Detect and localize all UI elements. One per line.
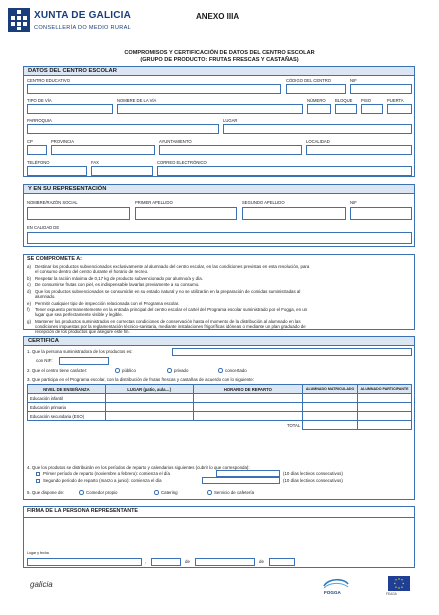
privado-label: privado: [174, 368, 189, 373]
supplier-nif-field[interactable]: [59, 357, 109, 365]
q2-text: 2. Que el centro tiene carácter:: [27, 368, 88, 373]
matriculado-cell[interactable]: [303, 412, 358, 421]
segundo-apellido-field[interactable]: [242, 207, 346, 220]
lugar-field[interactable]: [223, 124, 412, 134]
catering-label: Catering: [161, 490, 178, 495]
matriculado-cell[interactable]: [303, 403, 358, 412]
cafeteria-radio[interactable]: [207, 490, 212, 495]
commitment-line: Que los productos subvencionados se consumirán en su estado natural y no se utilizarán en la preparación de comidas suministradas al: [35, 288, 301, 294]
piso-field[interactable]: [361, 104, 383, 114]
calidad-field[interactable]: [27, 232, 412, 244]
commitment-item: [27, 319, 411, 335]
label-ayuntamiento: AYUNTAMIENTO: [159, 139, 192, 144]
label-cp: CP: [27, 139, 33, 144]
signature-heading: FIRMA DE LA PERSONA REPRESENTANTE: [27, 508, 139, 514]
label-primer-apellido: PRIMER APELLIDO: [135, 200, 173, 205]
commitment-text: [35, 319, 411, 335]
school-data-section: [23, 66, 415, 177]
label-parroquia: PARROQUIA: [27, 118, 52, 123]
lugar-cell[interactable]: [105, 394, 193, 403]
commitment-line: Permitir cualquier tipo de inspección relacionada con el Programa escolar.: [35, 300, 180, 306]
lugar-cell[interactable]: [105, 412, 193, 421]
col-horario: HORARIO DE REPARTO: [193, 385, 303, 394]
commitment-line: Respetar la ración máxima de 0,17 kg de producto subvencionado por alumno/a y día.: [35, 275, 203, 281]
first-period-date-field[interactable]: [216, 470, 280, 477]
concertado-radio[interactable]: [218, 368, 223, 373]
concertado-label: concertado: [225, 368, 247, 373]
publico-radio[interactable]: [115, 368, 120, 373]
telefono-field[interactable]: [27, 166, 87, 176]
first-period-text: Primer período de reparto (noviembre a febrero): comienza el día: [43, 471, 170, 476]
year-field[interactable]: [269, 558, 295, 566]
commitments-section: [23, 254, 415, 335]
xunta-logo: [8, 8, 138, 40]
centro-educativo-field[interactable]: [27, 84, 281, 94]
horario-cell[interactable]: [193, 403, 303, 412]
publico-label: público: [122, 368, 136, 373]
table-total-row: [28, 421, 412, 430]
eu-caption: FEAGA: [386, 592, 397, 596]
representation-section: [23, 184, 415, 247]
signature-divider: [24, 517, 414, 518]
form-title: COMPROMISOS Y CERTIFICACIÓN DE DATOS DEL CENTRO ESCOLAR: [124, 50, 315, 56]
commitment-line: alumnado.: [35, 294, 56, 300]
comma-sep: ,: [145, 559, 147, 564]
commitment-line: Destinar los productos subvencionados exclusivamente al alumnado del centro escolar, en las condiciones previstas en esta resolución, para: [35, 264, 310, 270]
privado-radio[interactable]: [167, 368, 172, 373]
q1-text: 1. Que la persona suministradora de los productos es:: [27, 349, 133, 354]
form-subtitle: (GRUPO DE PRODUCTO: FRUTAS FRESCAS Y CASTAÑAS): [140, 57, 299, 63]
de-sep-1: de: [185, 559, 190, 564]
distribution-table: [27, 384, 412, 430]
col-participante: ALUMNADO PARTICIPANTE: [358, 385, 412, 394]
school-data-heading: DATOS DEL CENTRO ESCOLAR: [24, 67, 414, 76]
q1-nif-text: con NIF:: [36, 358, 53, 363]
commitment-line: De consumirse frutas con piel, es indispensable lavarlas previamente a su consumo.: [35, 282, 200, 288]
table-row: [28, 403, 412, 412]
numero-field[interactable]: [307, 104, 331, 114]
commitment-text: [35, 301, 411, 306]
primer-apellido-field[interactable]: [135, 207, 237, 220]
signature-section: [23, 506, 415, 568]
label-centro-educativo: CENTRO EDUCATIVO: [27, 78, 70, 83]
galicia-footer-logo: galicia: [30, 580, 53, 589]
cp-field[interactable]: [27, 145, 47, 155]
puerta-field[interactable]: [387, 104, 412, 114]
commitment-item: [27, 307, 411, 317]
localidad-field[interactable]: [306, 145, 412, 155]
parroquia-field[interactable]: [27, 124, 219, 134]
total-matriculado-cell[interactable]: [303, 421, 358, 430]
commitments-heading: SE COMPROMETE A:: [27, 256, 82, 262]
table-row: [28, 394, 412, 403]
commitment-letter: c): [27, 282, 31, 288]
first-period-checkbox[interactable]: [36, 472, 40, 476]
table-row: [28, 412, 412, 421]
day-field[interactable]: [151, 558, 181, 566]
label-tipo-via: TIPO DE VÍA: [27, 98, 52, 103]
label-correo: CORREO ELECTRÓNICO: [157, 160, 207, 165]
tipo-via-field[interactable]: [27, 104, 113, 114]
nif-centro-field[interactable]: [350, 84, 412, 94]
commitment-letter: a): [27, 264, 31, 270]
participante-cell[interactable]: [358, 394, 412, 403]
fax-field[interactable]: [91, 166, 153, 176]
supplier-name-field[interactable]: [172, 348, 412, 356]
commitment-text: [35, 276, 411, 281]
commitment-text: [35, 289, 411, 299]
q5-text: 5. Que dispone de:: [27, 490, 65, 495]
col-nivel: NIVEL DE ENSEÑANZA: [28, 385, 106, 394]
commitments-list: [27, 264, 411, 334]
label-numero: NÚMERO: [307, 98, 326, 103]
first-period-tail: (10 días lectivos consecutivos): [283, 471, 343, 476]
commitment-line: lugar que sea perfectamente visible y legible.: [35, 312, 123, 318]
lugar-cell[interactable]: [105, 403, 193, 412]
commitment-line: condiciones impuestas por la reglamentación técnico-sanitaria, mediante instalaciones frigoríficas idóneas o mediante un plan graduado de: [35, 324, 306, 330]
ayuntamiento-field[interactable]: [159, 145, 302, 155]
representation-heading: Y EN SU REPRESENTACIÓN: [24, 185, 414, 194]
label-lugar: LUGAR: [223, 118, 238, 123]
label-nif-centro: NIF: [350, 78, 357, 83]
matriculado-cell[interactable]: [303, 394, 358, 403]
second-period-tail: (10 días lectivos consecutivos): [283, 478, 343, 483]
total-label: TOTAL: [28, 421, 303, 430]
nombre-field[interactable]: [27, 207, 130, 220]
commitment-line: Mantener los productos suministrados en correctas condiciones de conservación hasta el momento de la distribución al alumnado en las: [35, 318, 301, 324]
label-puerta: PUERTA: [387, 98, 404, 103]
commitment-item: [27, 282, 411, 287]
de-sep-2: de: [259, 559, 264, 564]
label-nombre-via: NOMBRE DE LA VÍA: [117, 98, 157, 103]
commitment-letter: b): [27, 275, 31, 281]
horario-cell[interactable]: [193, 412, 303, 421]
col-lugar: LUGAR (patio, aula…): [105, 385, 193, 394]
commitment-item: [27, 289, 411, 299]
place-field[interactable]: [27, 558, 142, 566]
comedor-radio[interactable]: [79, 490, 84, 495]
nombre-via-field[interactable]: [117, 104, 303, 114]
commitment-letter: f): [27, 307, 30, 313]
commitment-letter: d): [27, 288, 31, 294]
commitment-line: recepción de los productos que asegure este fin.: [35, 329, 130, 335]
participante-cell[interactable]: [358, 412, 412, 421]
col-matriculado: ALUMNADO MATRICULADO: [303, 385, 358, 394]
correo-field[interactable]: [157, 166, 412, 176]
label-fax: FAX: [91, 160, 99, 165]
provincia-field[interactable]: [51, 145, 155, 155]
row-label: Educación primaria: [28, 403, 106, 412]
row-label: Educación infantil: [28, 394, 106, 403]
nif-rep-field[interactable]: [350, 207, 412, 220]
place-date-label: Lugar y fecha: [27, 551, 49, 555]
annex-label: ANEXO IIIA: [196, 12, 240, 21]
label-piso: PISO: [361, 98, 372, 103]
catering-radio[interactable]: [154, 490, 159, 495]
label-codigo-centro: CÓDIGO DEL CENTRO: [286, 78, 331, 83]
commitment-text: [35, 307, 411, 317]
label-nif-rep: NIF: [350, 200, 357, 205]
participante-cell[interactable]: [358, 403, 412, 412]
second-period-date-field[interactable]: [202, 477, 280, 484]
commitment-line: Tener expuesto permanentemente en la entrada principal del centro escolar el cartel del Programa escolar suministrado por el Fogga, en un: [35, 307, 308, 313]
certify-heading: CERTIFICA: [24, 337, 414, 346]
commitment-item: [27, 301, 411, 306]
row-label: Educación secundaria (ESO): [28, 412, 106, 421]
second-period-text: Segundo período de reparto (marzo a junio): comienza el día: [43, 478, 162, 483]
q4-text: 4. Que los produtos se distribuirán en los períodos de reparto y calendarios siguientes (cubrir lo que corresponda):: [27, 465, 250, 470]
xunta-emblem-icon: [8, 8, 30, 32]
label-segundo-apellido: SEGUNDO APELLIDO: [242, 200, 285, 205]
codigo-centro-field[interactable]: [286, 84, 346, 94]
label-bloque: BLOQUE: [335, 98, 353, 103]
org-department: CONSELLERÍA DO MEDIO RURAL: [34, 25, 132, 31]
total-participante-cell[interactable]: [358, 421, 412, 430]
label-calidad: EN CALIDAD DE: [27, 225, 60, 230]
certify-section: [23, 336, 415, 500]
commitment-text: [35, 282, 411, 287]
commitment-item: [27, 276, 411, 281]
second-period-checkbox[interactable]: [36, 479, 40, 483]
comedor-label: Comedor propio: [86, 490, 118, 495]
cafeteria-label: Servicio de cafetería: [214, 490, 255, 495]
commitment-text: [35, 264, 411, 274]
label-telefono: TELÉFONO: [27, 160, 50, 165]
label-nombre: NOMBRE/RAZÓN SOCIAL: [27, 200, 78, 205]
bloque-field[interactable]: [335, 104, 357, 114]
label-localidad: LOCALIDAD: [306, 139, 330, 144]
fogga-label: FOGGA: [324, 590, 341, 595]
commitment-letter: g): [27, 318, 31, 324]
month-field[interactable]: [195, 558, 255, 566]
commitment-letter: e): [27, 300, 31, 306]
q3-text: 3. Que participa en el Programa escolar, con la distribución de frutas frescas y castañas de acuerdo con lo siguiente:: [27, 377, 254, 382]
org-name: XUNTA DE GALICIA: [34, 10, 132, 21]
label-provincia: PROVINCIA: [51, 139, 75, 144]
horario-cell[interactable]: [193, 394, 303, 403]
commitment-item: [27, 264, 411, 274]
eu-flag-icon: [388, 576, 410, 591]
commitment-line: el consumo dentro del centro durante el horario de recreo.: [35, 269, 149, 275]
table-header-row: [28, 385, 412, 394]
